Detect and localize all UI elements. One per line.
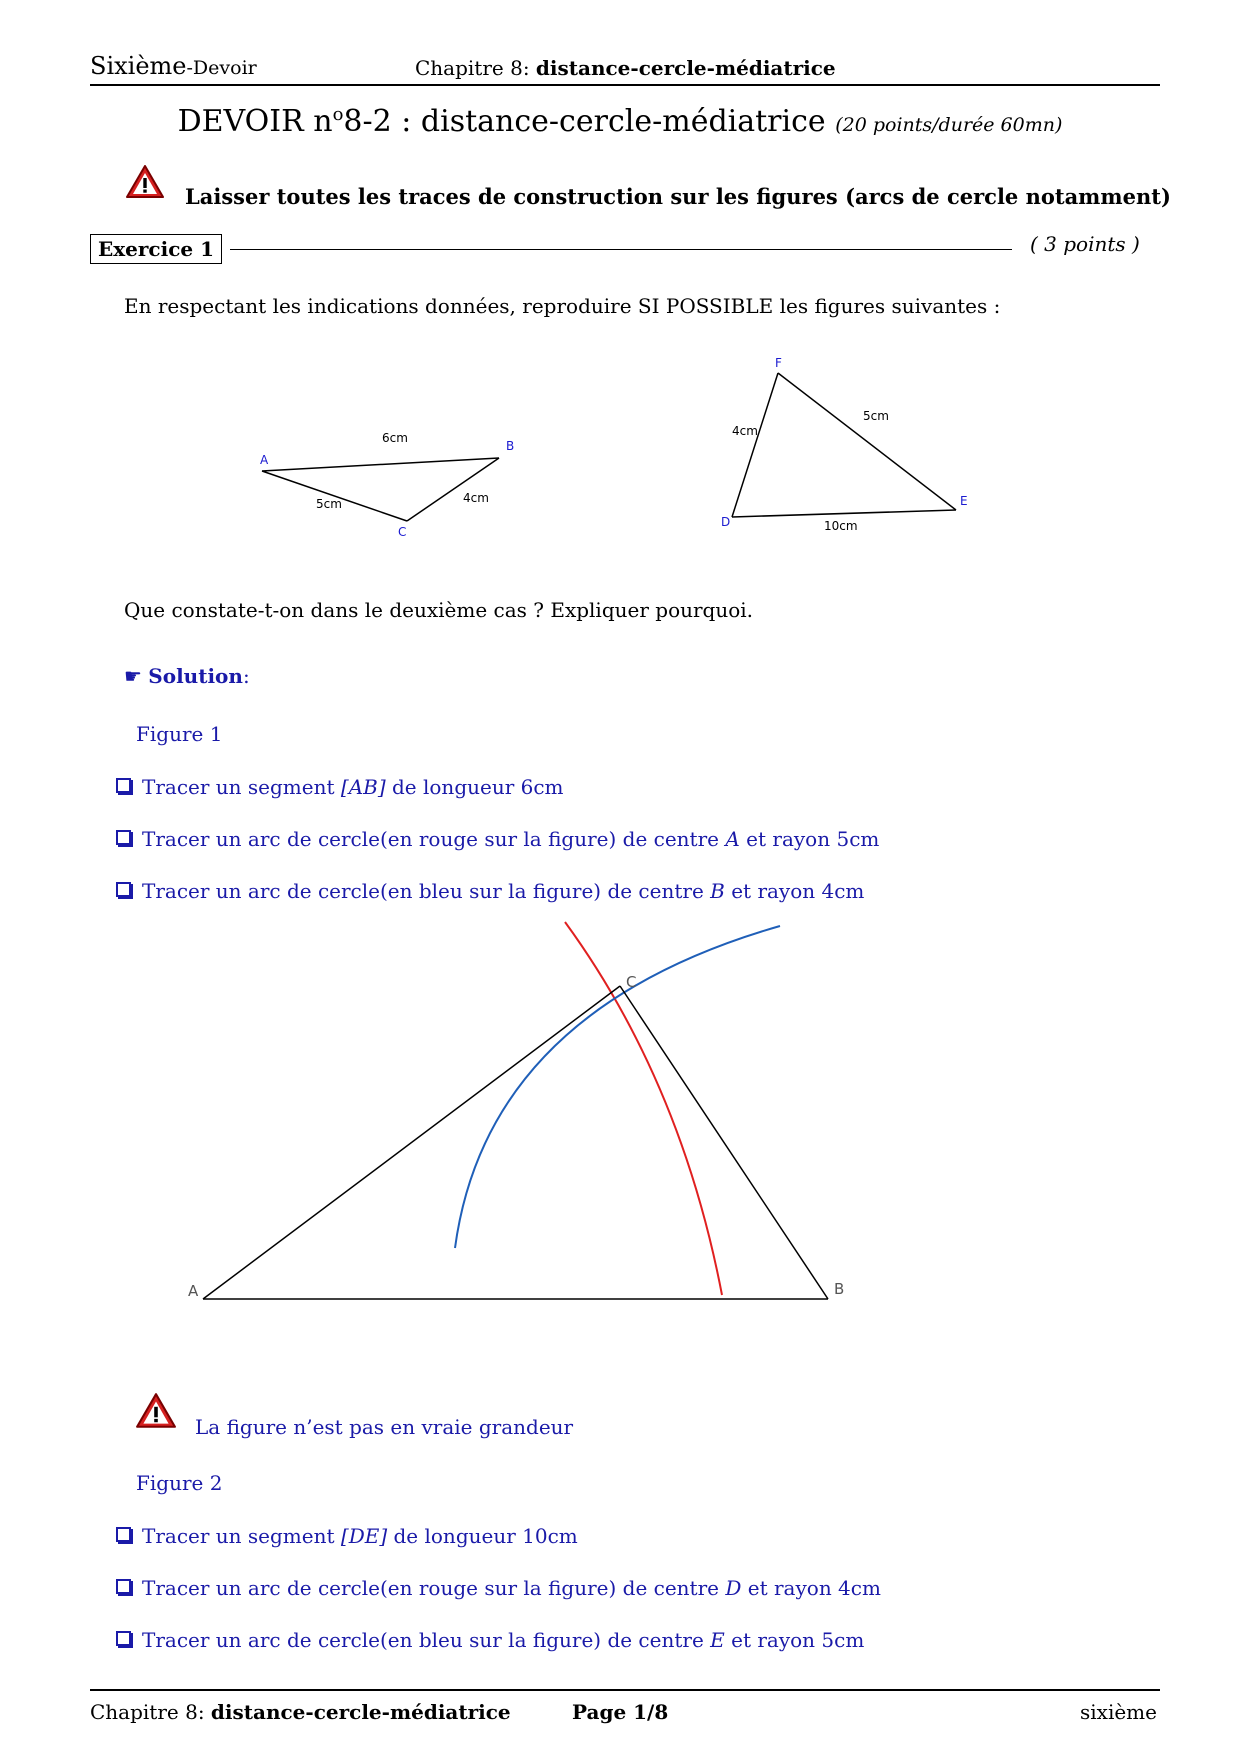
figure1-label: Figure 1 [136,722,223,746]
pointing-hand-icon: ☛ [124,664,142,688]
point-f-label: F [775,356,782,370]
title-main2: 8-2 : distance-cercle-médiatrice [343,104,836,139]
title-sup: o [332,104,344,125]
point-d-label: D [721,515,731,529]
footer-chapter-title: distance-cercle-médiatrice [210,1700,511,1724]
step5-item [116,1576,881,1600]
header-chapter-title: distance-cercle-médiatrice [535,56,836,80]
solution-label: Solution [148,664,243,688]
segment-fe [778,373,956,510]
exercise-label: Exercice 1 [90,234,222,264]
warning-line [125,164,1171,209]
blue-arc-center-b [455,926,780,1248]
segment-df [732,373,778,517]
header-level [90,52,257,80]
warning-icon [125,164,165,200]
step2-item [116,827,879,851]
checkbox-icon [116,1579,131,1594]
solution-colon: : [242,664,250,688]
step4-post: de longueur 10cm [387,1524,578,1548]
header-level-small: -Devoir [186,57,257,79]
segment-de [732,510,956,517]
checkbox-icon [116,830,131,845]
length-ab-label: 6cm [382,431,408,445]
step5-pre: Tracer un arc de cercle(en rouge sur la figure) de centre [142,1576,726,1600]
exercise-instruction: En respectant les indications données, reproduire SI POSSIBLE les figures suivantes : [124,294,1001,318]
point-e-label: E [960,494,968,508]
exercise-rule [230,249,1012,250]
footer-chapter [90,1700,511,1724]
length-df-label: 4cm [732,424,758,438]
warning-icon [135,1392,177,1430]
figure2-label: Figure 2 [136,1471,223,1495]
step3-math: B [710,879,725,903]
segment-ac-big [203,986,620,1299]
step2-math: A [725,827,740,851]
length-ac-label: 5cm [316,497,342,511]
step5-post: et rayon 4cm [741,1576,881,1600]
segment-ab [262,458,499,471]
header-chapter-prefix: Chapitre 8: [415,56,536,80]
step3-post: et rayon 4cm [724,879,865,903]
length-de-label: 10cm [824,519,858,533]
segment-ac [262,471,407,521]
checkbox-icon [116,882,131,897]
red-arc-center-a [565,922,722,1295]
figure-triangle-abc [250,420,540,540]
checkbox-icon [116,1527,131,1542]
step5-math: D [725,1576,742,1600]
step1-post: de longueur 6cm [385,775,564,799]
warning-text: Laisser toutes les traces de construction sur les figures (arcs de cercle notamment) [185,184,1171,209]
exercise-points: ( 3 points ) [1030,232,1140,256]
title-main: DEVOIR n [177,104,333,139]
page-title [0,104,1240,139]
header-rule [90,84,1160,86]
checkbox-icon [116,778,131,793]
point-c-label: C [398,525,407,539]
step4-pre: Tracer un segment [142,1524,341,1548]
segment-bc-big [620,986,828,1299]
step6-post: et rayon 5cm [724,1628,865,1652]
point-a-label: A [260,453,269,467]
figure-triangle-def [715,350,985,540]
header-chapter [415,56,836,80]
step6-item [116,1628,864,1652]
step6-math: E [710,1628,725,1652]
footer-level: sixième [1080,1700,1157,1724]
step2-pre: Tracer un arc de cercle(en rouge sur la figure) de centre [142,827,726,851]
note-line [135,1392,574,1439]
step1-pre: Tracer un segment [142,775,341,799]
checkbox-icon [116,1631,131,1646]
title-subtitle: (20 points/durée 60mn) [835,114,1063,136]
segment-bc [407,458,499,521]
step1-math: [AB] [340,775,386,799]
step6-pre: Tracer un arc de cercle(en bleu sur la figure) de centre [142,1628,711,1652]
step4-item [116,1524,578,1548]
length-fe-label: 5cm [863,409,889,423]
solution-heading [124,664,250,688]
step3-item [116,879,864,903]
exercise-question: Que constate-t-on dans le deuxième cas ? Expliquer pourquoi. [124,598,754,622]
figure-construction-abc [180,910,880,1310]
step1-item [116,775,564,799]
big-point-c-label: C [626,973,637,991]
step4-math: [DE] [340,1524,388,1548]
big-point-b-label: B [834,1280,845,1298]
footer-rule [90,1689,1160,1691]
length-bc-label: 4cm [463,491,489,505]
header-level-main: Sixième [90,52,187,80]
note-text: La figure n’est pas en vraie grandeur [195,1415,574,1439]
step3-pre: Tracer un arc de cercle(en bleu sur la figure) de centre [142,879,711,903]
big-point-a-label: A [188,1282,199,1300]
footer-page-number: Page 1/8 [572,1700,669,1724]
point-b-label: B [506,439,515,453]
footer-chapter-prefix: Chapitre 8: [90,1700,211,1724]
step2-post: et rayon 5cm [739,827,880,851]
